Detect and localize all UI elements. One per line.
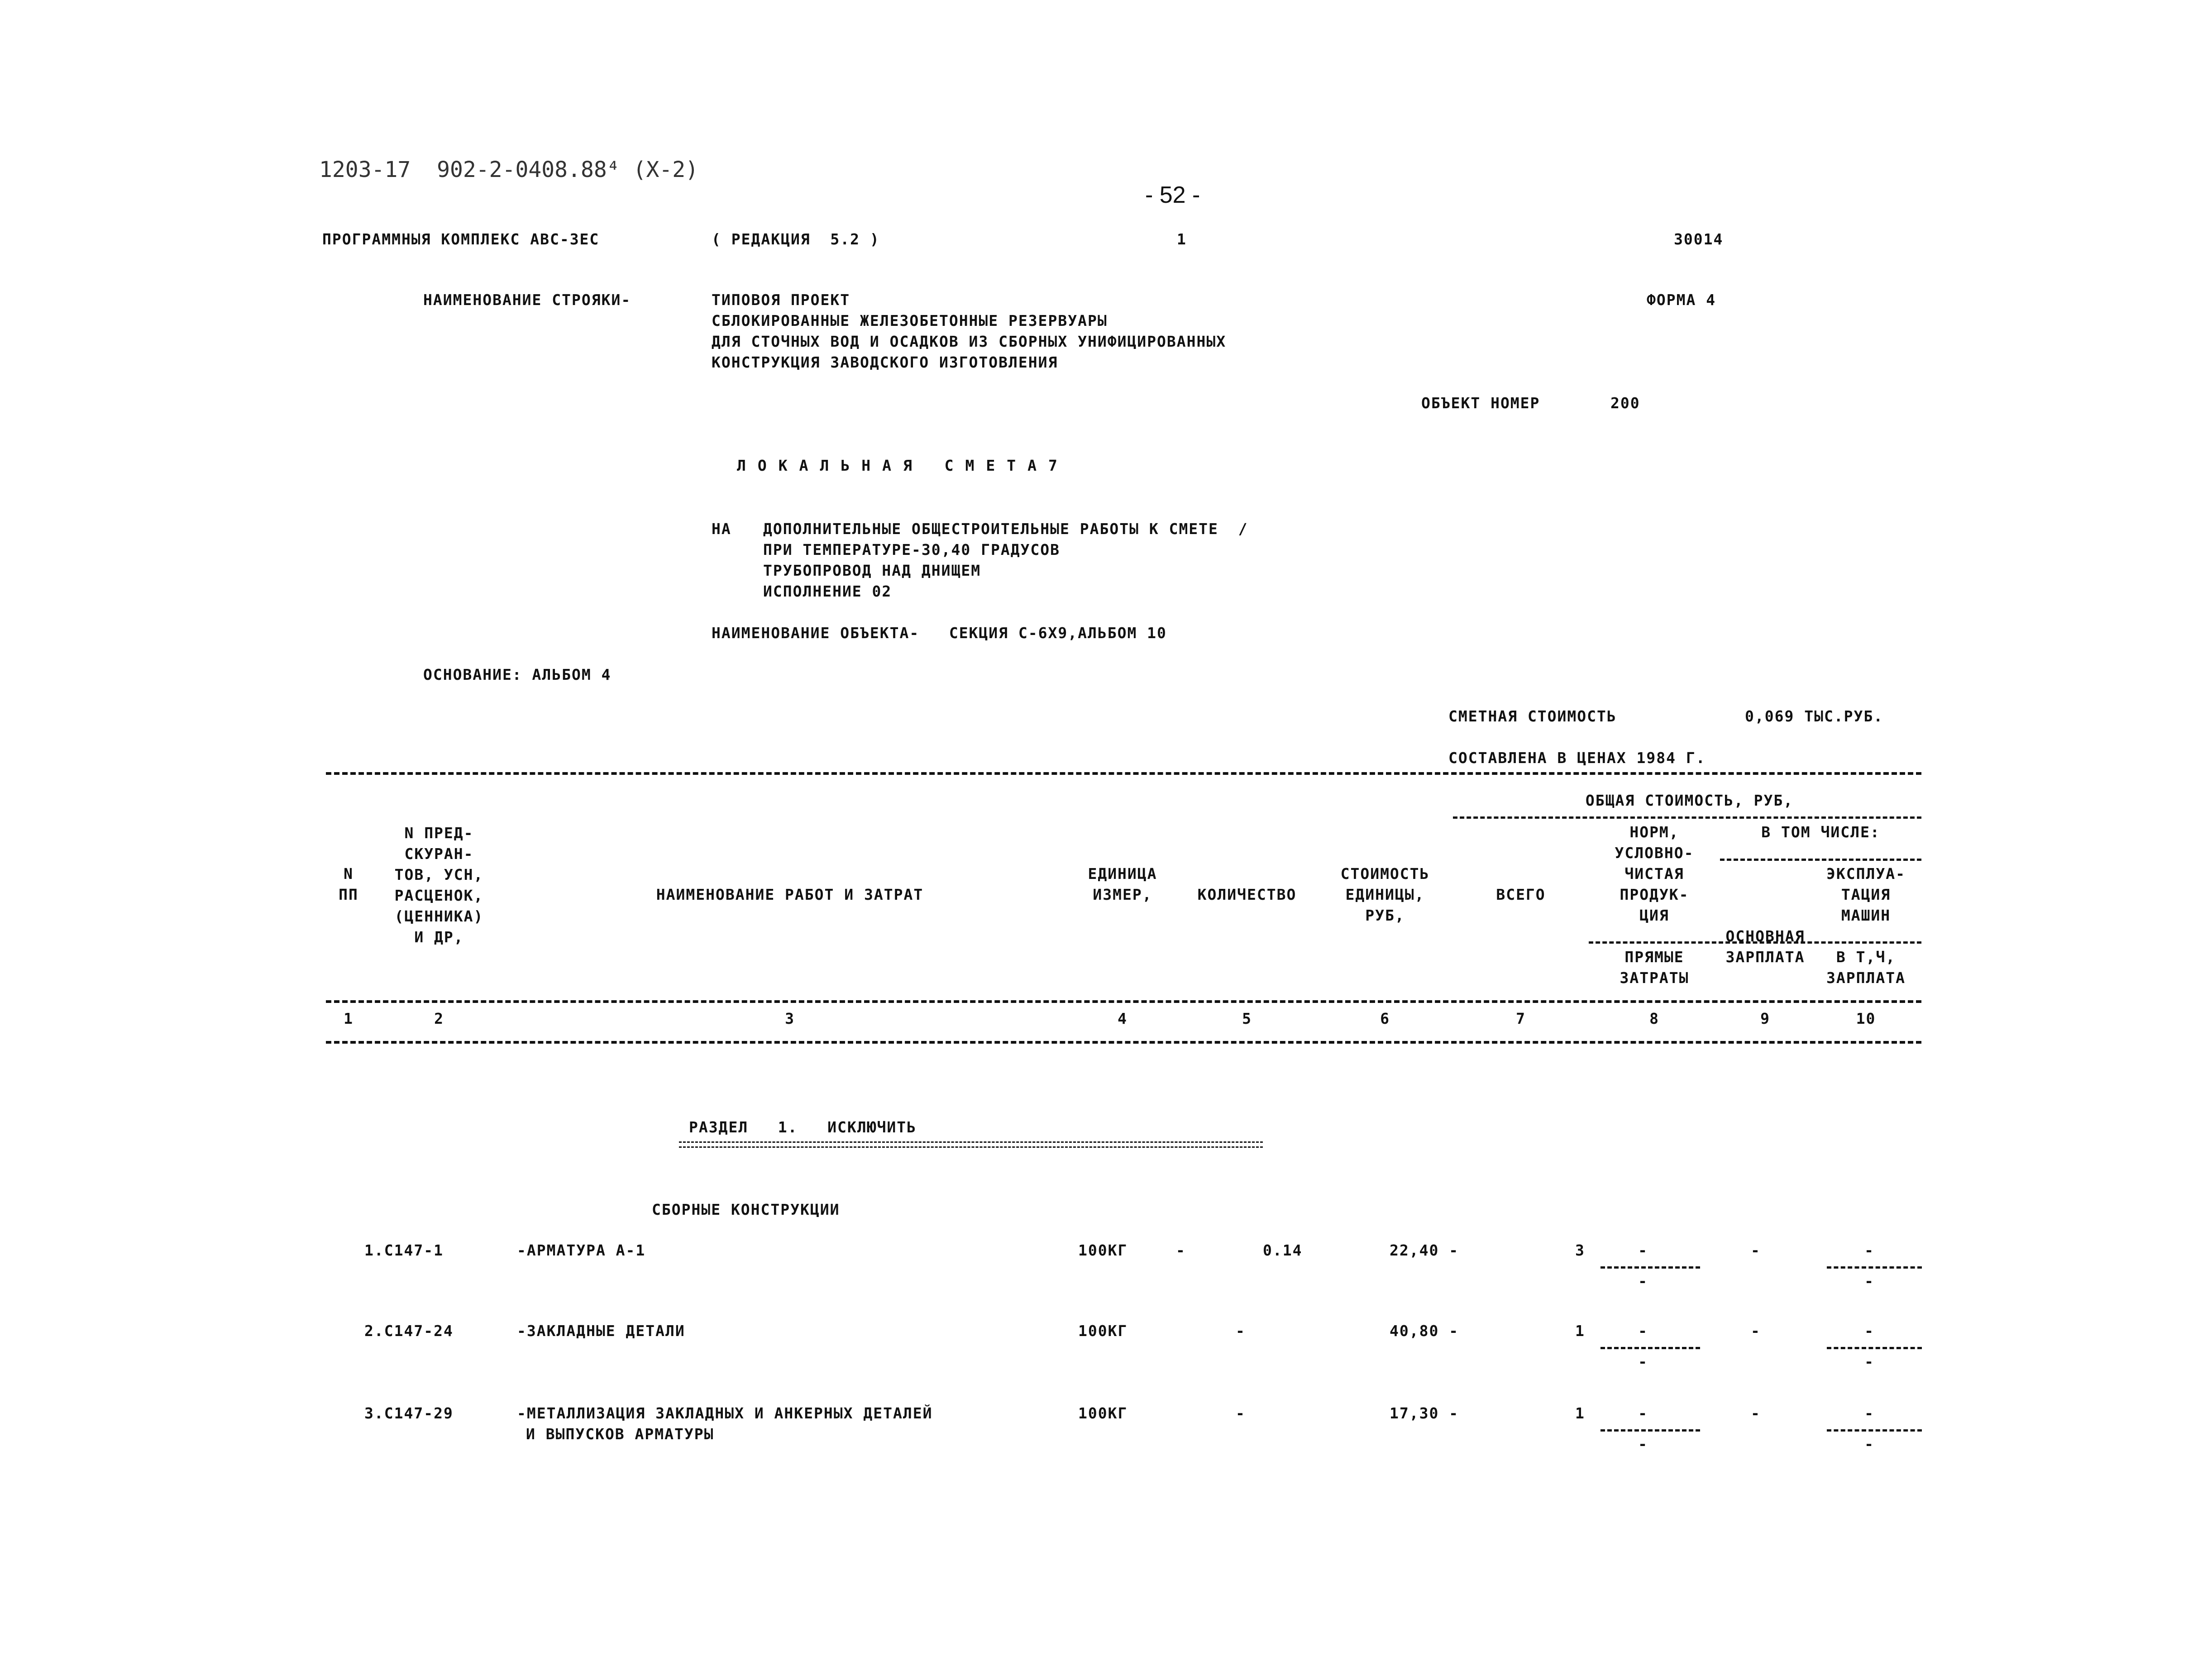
header-total: ВСЕГО (1496, 886, 1546, 903)
row-3-machines-wage: - (1864, 1435, 1874, 1453)
project-line-2: СБЛОКИРОВАННЫЕ ЖЕЛЕЗОБЕТОННЫЕ РЕЗЕРВУАРЫ (712, 312, 1108, 329)
total-group-rule (1453, 816, 1921, 819)
row-3-total: 1 (1575, 1404, 1585, 1422)
row-1-unit: 100КГ (1078, 1241, 1128, 1259)
col-number-4: 4 (1118, 1010, 1127, 1027)
row-3-qty: - (1236, 1404, 1246, 1422)
col-number-9: 9 (1760, 1010, 1770, 1027)
form-number: ФОРМА 4 (1647, 291, 1716, 309)
row-2-rule-machines (1827, 1347, 1922, 1349)
row-3-price: 17,30 - (1390, 1404, 1459, 1422)
col-numbers-rule (326, 1041, 1921, 1044)
project-label: НАИМЕНОВАНИЕ СТРОЯКИ- (423, 291, 631, 309)
row-1-name: -АРМАТУРА А-1 (517, 1241, 646, 1259)
header-qty: КОЛИЧЕСТВО (1197, 886, 1297, 903)
row-1-wage: - (1751, 1241, 1761, 1259)
estimate-for-line-4: ИСПОЛНЕНИЕ 02 (763, 582, 892, 600)
object-number-label: ОБЪЕКТ НОМЕР (1421, 394, 1540, 412)
row-1-machines: - (1864, 1241, 1874, 1259)
row-2-total: 1 (1575, 1322, 1585, 1340)
row-1-machines-wage: - (1864, 1272, 1874, 1290)
row-1-direct: - (1638, 1272, 1648, 1290)
row-1-norm: - (1638, 1241, 1648, 1259)
row-1-total: 3 (1575, 1241, 1585, 1259)
row-3-rule-machines (1827, 1429, 1922, 1432)
header-norm: НОРМ, УСЛОВНО- ЧИСТАЯ ПРОДУК- ЦИЯ (1615, 823, 1694, 924)
row-2-direct: - (1638, 1353, 1648, 1370)
col-number-10: 10 (1856, 1010, 1876, 1027)
estimate-for-line-1: ДОПОЛНИТЕЛЬНЫЕ ОБЩЕСТРОИТЕЛЬНЫЕ РАБОТЫ К СМЕТЕ / (763, 520, 1248, 538)
row-3-ref: 3.С147-29 (364, 1404, 454, 1422)
row-2-rule-norm (1600, 1347, 1700, 1349)
header-unit: ЕДИНИЦА ИЗМЕР, (1088, 865, 1157, 903)
col-number-1: 1 (344, 1010, 354, 1027)
edition: ( РЕДАКЦИЯ 5.2 ) (712, 230, 880, 248)
cost-label: СМЕТНАЯ СТОИМОСТЬ (1448, 707, 1617, 725)
row-1-price: 22,40 - (1390, 1241, 1459, 1259)
object-number: 200 (1610, 394, 1640, 412)
row-1-ref: 1.С147-1 (364, 1241, 444, 1259)
row-1-qty-dash: - (1176, 1241, 1186, 1259)
program-name: ПРОГРАММНЫЯ КОМПЛЕКС АВС-ЗЕС (322, 230, 600, 248)
row-2-machines-wage: - (1864, 1353, 1874, 1370)
price-level: СОСТАВЛЕНА В ЦЕНАХ 1984 Г. (1448, 749, 1706, 767)
page-number: - 52 - (1145, 182, 1200, 208)
col-number-3: 3 (785, 1010, 795, 1027)
cost-value: 0,069 ТЫС.РУБ. (1745, 707, 1884, 725)
project-line-1: ТИПОВОЯ ПРОЕКТ (712, 291, 850, 309)
header-total-group: ОБЩАЯ СТОИМОСТЬ, РУБ, (1585, 792, 1794, 809)
row-3-direct: - (1638, 1435, 1648, 1453)
row-3-wage: - (1751, 1404, 1761, 1422)
table-top-rule (326, 772, 1921, 775)
estimate-for-line-3: ТРУБОПРОВОД НАД ДНИЩЕМ (763, 562, 981, 579)
col-number-5: 5 (1242, 1010, 1252, 1027)
estimate-basis: ОСНОВАНИЕ: АЛЬБОМ 4 (423, 666, 612, 683)
header-name: НАИМЕНОВАНИЕ РАБОТ И ЗАТРАТ (656, 886, 924, 903)
row-3-name: -МЕТАЛЛИЗАЦИЯ ЗАКЛАДНЫХ И АНКЕРНЫХ ДЕТАЛЕЙ (517, 1404, 933, 1422)
handwritten-document-code: 1203-17 902-2-0408.88⁴ (X-2) (319, 157, 699, 182)
header-num: N ПП (339, 865, 358, 903)
row-1-rule-norm (1600, 1266, 1700, 1269)
estimate-for-line-2: ПРИ ТЕМПЕРАТУРЕ-30,40 ГРАДУСОВ (763, 541, 1061, 558)
section-title: РАЗДЕЛ 1. ИСКЛЮЧИТЬ (689, 1118, 917, 1136)
col-number-7: 7 (1516, 1010, 1526, 1027)
header-unit-price: СТОИМОСТЬ ЕДИНИЦЫ, РУБ, (1340, 865, 1430, 924)
row-2-ref: 2.С147-24 (364, 1322, 454, 1340)
section-underline (679, 1141, 1263, 1148)
section-subtitle: СБОРНЫЕ КОНСТРУКЦИИ (652, 1201, 840, 1218)
col-number-6: 6 (1380, 1010, 1390, 1027)
row-2-wage: - (1751, 1322, 1761, 1340)
row-1-rule-machines (1827, 1266, 1922, 1269)
row-2-machines: - (1864, 1322, 1874, 1340)
estimate-title: ЛОКАЛЬНАЯ СМЕТА7 (737, 457, 1069, 474)
header-ref: N ПРЕД- СКУРАН- ТОВ, УСН, РАСЦЕНОК, (ЦЕННИКА) И ДР, (394, 824, 484, 946)
row-3-norm: - (1638, 1404, 1648, 1422)
row-3-unit: 100КГ (1078, 1404, 1128, 1422)
project-line-4: КОНСТРУКЦИЯ ЗАВОДСКОГО ИЗГОТОВЛЕНИЯ (712, 353, 1058, 371)
header-direct: ПРЯМЫЕ ЗАТРАТЫ (1620, 948, 1689, 987)
object-name: НАИМЕНОВАНИЕ ОБЪЕКТА- СЕКЦИЯ С-6Х9,АЛЬБОМ 10 (712, 624, 1167, 642)
row-2-unit: 100КГ (1078, 1322, 1128, 1340)
row-3-name-line-2: И ВЫПУСКОВ АРМАТУРЫ (526, 1425, 714, 1443)
header-machines: ЭКСПЛУА- ТАЦИЯ МАШИН (1826, 865, 1906, 924)
header-machines-wage: В Т,Ч, ЗАРПЛАТА (1826, 948, 1906, 987)
row-3-machines: - (1864, 1404, 1874, 1422)
col-number-2: 2 (434, 1010, 444, 1027)
row-3-rule-norm (1600, 1429, 1700, 1432)
document-code: 30014 (1674, 230, 1724, 248)
estimate-for-label: НА (712, 520, 731, 538)
row-2-price: 40,80 - (1390, 1322, 1459, 1340)
incl-rule (1720, 859, 1921, 861)
row-2-norm: - (1638, 1322, 1648, 1340)
header-wage: ОСНОВНАЯ ЗАРПЛАТА (1725, 927, 1805, 966)
header-bottom-rule (326, 1000, 1921, 1003)
col-number-8: 8 (1649, 1010, 1659, 1027)
header-incl: В ТОМ ЧИСЛЕ: (1761, 823, 1880, 841)
project-line-3: ДЛЯ СТОЧНЫХ ВОД И ОСАДКОВ ИЗ СБОРНЫХ УНИФИЦИРОВАННЫХ (712, 333, 1227, 350)
row-1-qty: 0.14 (1263, 1241, 1303, 1259)
row-2-name: -ЗАКЛАДНЫЕ ДЕТАЛИ (517, 1322, 685, 1340)
sheet-number: 1 (1177, 230, 1187, 248)
row-2-qty: - (1236, 1322, 1246, 1340)
